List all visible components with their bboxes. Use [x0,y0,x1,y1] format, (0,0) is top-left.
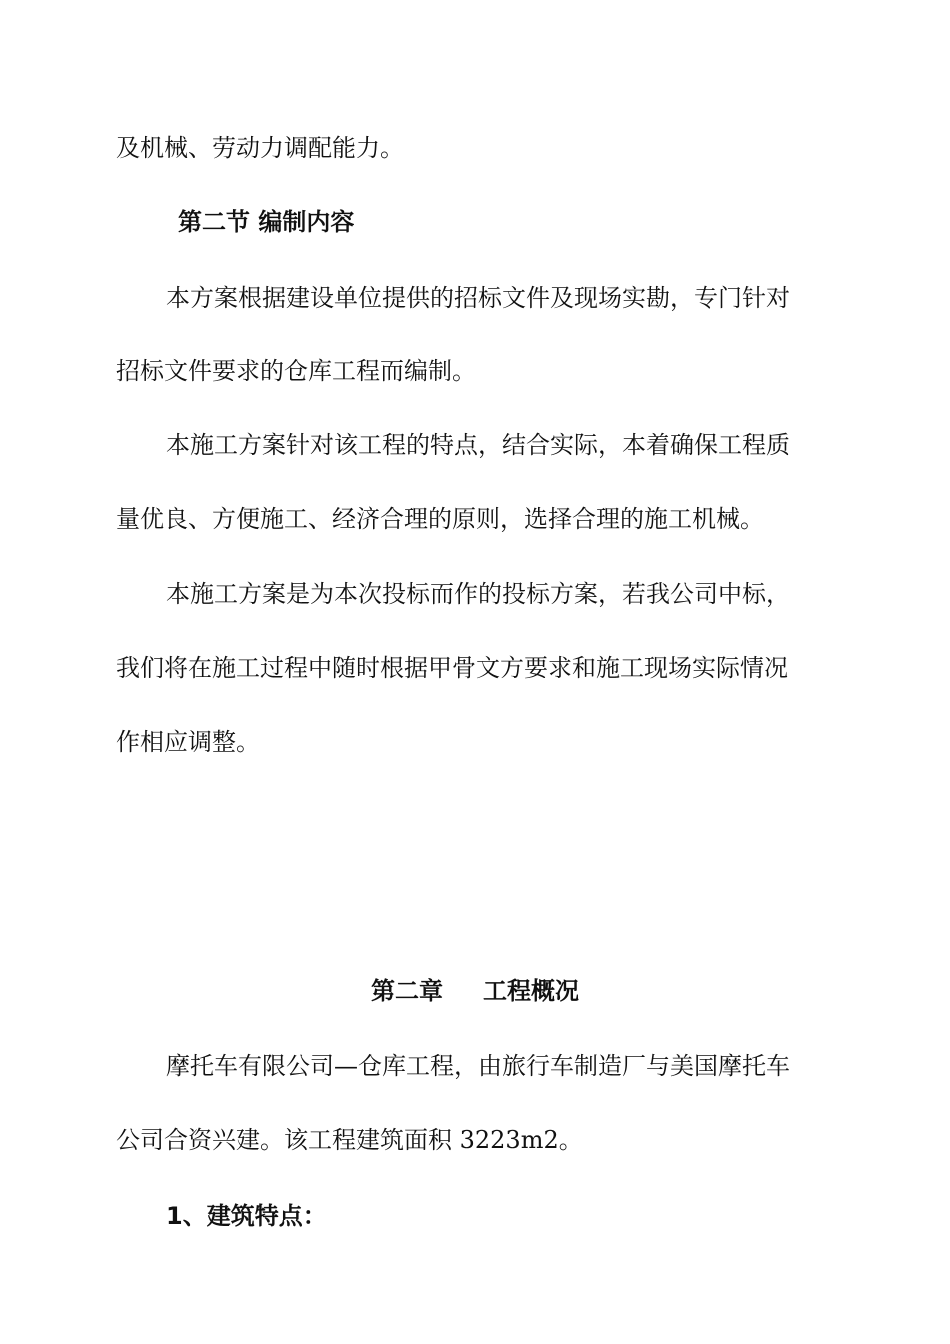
paragraph-1-line-1: 本方案根据建设单位提供的招标文件及现场实勘，专门针对 [166,284,790,312]
chapter-number: 第二章 [371,977,443,1005]
item-heading-building-features: 1、建筑特点： [166,1202,327,1230]
paragraph-3-line-3: 作相应调整。 [116,728,260,756]
chapter-paragraph-line-2: 公司合资兴建。该工程建筑面积 3223m2。 [116,1126,583,1154]
paragraph-2-line-2: 量优良、方便施工、经济合理的原则，选择合理的施工机械。 [116,505,764,533]
continuation-line: 及机械、劳动力调配能力。 [116,134,404,162]
paragraph-1-line-2: 招标文件要求的仓库工程而编制。 [116,357,476,385]
paragraph-3-line-1: 本施工方案是为本次投标而作的投标方案，若我公司中标， [166,580,790,608]
section-heading: 第二节 编制内容 [178,208,355,236]
paragraph-2-line-1: 本施工方案针对该工程的特点，结合实际，本着确保工程质 [166,431,790,459]
chapter-title: 工程概况 [483,977,579,1005]
chapter-paragraph-line-1: 摩托车有限公司—仓库工程，由旅行车制造厂与美国摩托车 [166,1052,790,1080]
paragraph-3-line-2: 我们将在施工过程中随时根据甲骨文方要求和施工现场实际情况 [116,654,788,682]
chapter-heading [0,975,950,1007]
